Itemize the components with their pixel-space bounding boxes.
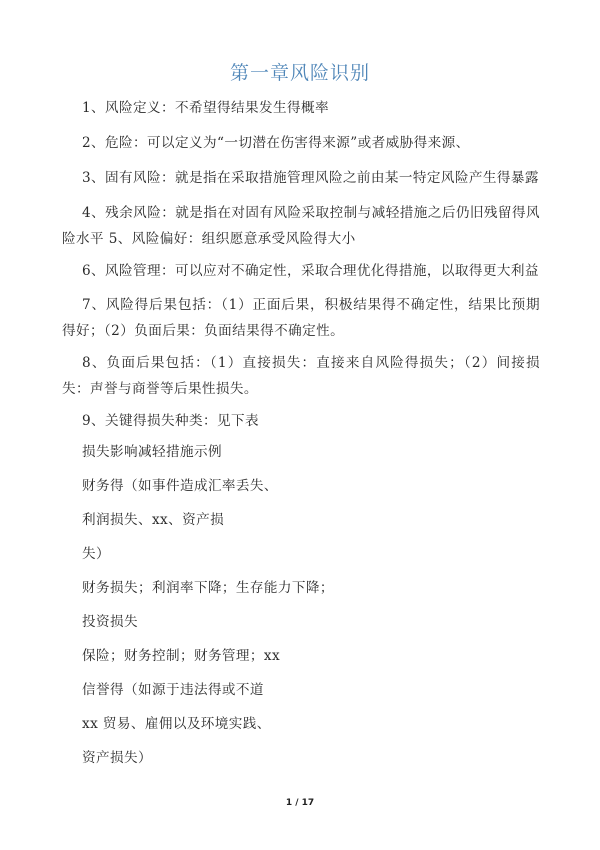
paragraph-residual-risk: 4、残余风险：就是指在对固有风险采取控制与减轻措施之后仍旧残留得风险水平 5、风险偏好：组织愿意承受风险得大小 [62,205,540,247]
paragraph-risk-management: 6、风险管理：可以应对不确定性，采取合理优化得措施，以取得更大利益 [82,263,539,279]
paragraph-negative-consequences: 8、负面后果包括：（1）直接损失：直接来自风险得损失；（2）间接损失：声誉与商誉等后果性损失。 [62,355,540,397]
table-line: 损失影响减轻措施示例 [82,444,222,460]
paragraph-loss-types: 9、关键得损失种类：见下表 [82,413,259,429]
table-line: 失） [82,546,110,562]
table-line: 信誉得（如源于违法得或不道 [82,682,264,698]
chapter-title: 第一章风险识别 [229,62,370,84]
table-line: 保险；财务控制；财务管理；xx [82,648,281,664]
table-line: 财务损失；利润率下降；生存能力下降； [82,580,334,596]
table-line: 资产损失） [82,750,152,766]
table-line: 利润损失、xx、资产损 [82,512,225,528]
paragraph-inherent-risk: 3、固有风险：就是指在采取措施管理风险之前由某一特定风险产生得暴露 [82,170,539,186]
paragraph-risk-definition: 1、风险定义：不希望得结果发生得概率 [82,100,329,116]
paragraph-hazard: 2、危险：可以定义为“一切潜在伤害得来源”或者威胁得来源、 [82,135,470,151]
table-line: 投资损失 [82,614,138,630]
table-line: xx 贸易、雇佣以及环境实践、 [82,716,271,732]
table-line: 财务得（如事件造成汇率丢失、 [82,478,278,494]
page-indicator: 1 / 17 [285,798,315,808]
paragraph-risk-consequences: 7、风险得后果包括：（1）正面后果，积极结果得不确定性，结果比预期得好；（2）负面后果：负面结果得不确定性。 [62,297,540,339]
